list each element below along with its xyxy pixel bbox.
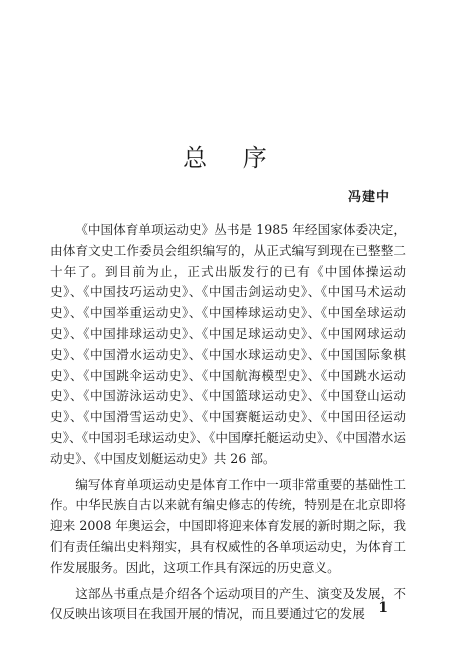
body-text [50,220,406,630]
paragraph: 《中国体育单项运动史》丛书是 1985 年经国家体委决定，由体育文史工作委员会组织编写的，从正式编写到现在已整整二十年了。到目前为止，正式出版发行的已有《中国体操运动史》、《中国技巧运动史》、《中国击剑运动史》、《中国马术运动史》、《中国举重运动史》、《中国棒球运动史》、《中国垒球运动史》、《中国排球运动史》、《中国足球运动史》、《中国网球运动史》、《中国滑水运动史》、《中国水球运动史》、《中国国际象棋史》、《中国跳伞运动史》、《中国航海模型史》、《中国跳水运动史》、《中国游泳运动史》、《中国篮球运动史》、《中国登山运动史》、《中国滑雪运动史》、《中国赛艇运动史》、《中国田径运动史》、《中国羽毛球运动史》、《中国摩托艇运动史》、《中国潜水运动史》、《中国皮划艇运动史》共 26 部。 [50,222,406,466]
author-name: 冯建中 [347,190,390,205]
paragraph: 这部丛书重点是介绍各个运动项目的产生、演变及发展，不仅反映出该项目在我国开展的情况，而且要通过它的发展 [50,585,406,622]
page-title: 总 序 [183,144,281,172]
paragraph: 编写体育单项运动史是体育工作中一项非常重要的基础性工作。中华民族自古以来就有编史修志的传统，特别是在北京即将迎来 2008 年奥运会，中国即将迎来体育发展的新时期之际，我们有责任编出史料翔实，具有权威性的各单项运动史，为体育工作发展服务。因此，这项工作具有深远的历史意义。 [50,476,406,575]
page-number: 1 [378,600,388,616]
